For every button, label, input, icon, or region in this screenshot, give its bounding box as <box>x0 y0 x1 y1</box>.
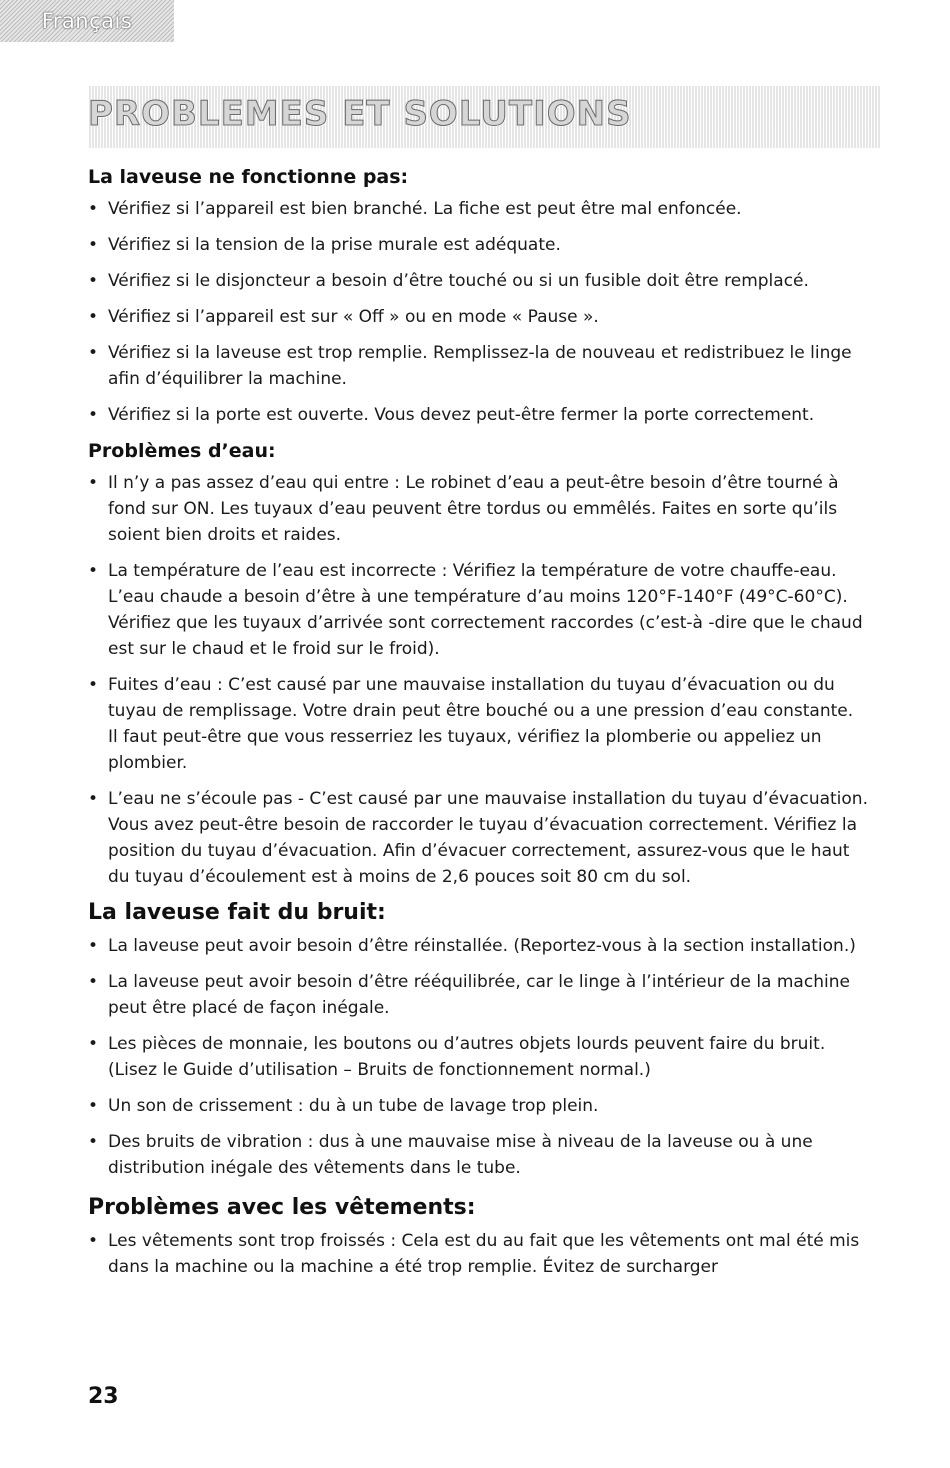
section-heading: Problèmes d’eau: <box>88 440 276 462</box>
list-item: • Un son de crissement : du à un tube de lavage trop plein. <box>88 1093 868 1119</box>
language-tab: Français <box>0 0 174 42</box>
list-item: • L’eau ne s’écoule pas - C’est causé par une mauvaise installation du tuyau d’évacuation. Vous avez peut-être besoin de raccorder le tuyau d’évacuation correctement. Vérifiez la position du tuyau d’évacuation. Afin d’évacuer correctement, assurez-vous que le haut du tuyau d’écoulement est à moins de 2,6 pouces soit 80 cm du sol. <box>88 786 868 890</box>
list-item: • Fuites d’eau : C’est causé par une mauvaise installation du tuyau d’évacuation ou du tuyau de remplissage. Votre drain peut être bouché ou a une pression d’eau constante. Il faut peut-être que vous resserriez les tuyaux, vérifiez la plomberie ou appeliez un plombier. <box>88 672 868 776</box>
list-item: • La température de l’eau est incorrecte : Vérifiez la température de votre chauffe-eau. L’eau chaude a besoin d’être à une température d’au moins 120°F-140°F (49°C-60°C). Vérifiez que les tuyaux d’arrivée sont correctement raccordes (c’est-à -dire que le chaud est sur le chaud et le froid sur le froid). <box>88 558 868 662</box>
bullet-list <box>88 470 868 890</box>
bullet-list <box>88 933 868 1181</box>
section-heading: La laveuse ne fonctionne pas: <box>88 166 409 188</box>
section-water-problems <box>88 440 868 890</box>
list-item: • Les vêtements sont trop froissés : Cela est du au fait que les vêtements ont mal été mis dans la machine ou la machine a été trop remplie. Évitez de surcharger <box>88 1228 868 1280</box>
list-item: • Des bruits de vibration : dus à une mauvaise mise à niveau de la laveuse ou à une distribution inégale des vêtements dans le tube. <box>88 1129 868 1181</box>
page-number: 23 <box>88 1384 119 1409</box>
list-item: • Vérifiez si le disjoncteur a besoin d’être touché ou si un fusible doit être remplacé. <box>88 268 868 294</box>
list-item: • Vérifiez si la tension de la prise murale est adéquate. <box>88 232 868 258</box>
list-item: • Les pièces de monnaie, les boutons ou d’autres objets lourds peuvent faire du bruit. (Lisez le Guide d’utilisation – Bruits de fonctionnement normal.) <box>88 1031 868 1083</box>
section-clothing-problems <box>88 1195 868 1280</box>
list-item: • La laveuse peut avoir besoin d’être rééquilibrée, car le linge à l’intérieur de la machine peut être placé de façon inégale. <box>88 969 868 1021</box>
section-washer-not-working <box>88 166 868 428</box>
list-item: • La laveuse peut avoir besoin d’être réinstallée. (Reportez-vous à la section installation.) <box>88 933 868 959</box>
document-body <box>88 166 868 1290</box>
bullet-list <box>88 1228 868 1280</box>
section-washer-noise <box>88 900 868 1181</box>
section-heading: Problèmes avec les vêtements: <box>88 1195 476 1220</box>
list-item: • Vérifiez si l’appareil est bien branché. La fiche est peut être mal enfoncée. <box>88 196 868 222</box>
section-heading: La laveuse fait du bruit: <box>88 900 386 925</box>
bullet-list <box>88 196 868 428</box>
list-item: • Vérifiez si l’appareil est sur « Off » ou en mode « Pause ». <box>88 304 868 330</box>
page-title: PROBLEMES ET SOLUTIONS <box>88 94 632 134</box>
list-item: • Vérifiez si la porte est ouverte. Vous devez peut-être fermer la porte correctement. <box>88 402 868 428</box>
list-item: • Il n’y a pas assez d’eau qui entre : Le robinet d’eau a peut-être besoin d’être tourné à fond sur ON. Les tuyaux d’eau peuvent être tordus ou emmêlés. Faites en sorte qu’ils soient bien droits et raides. <box>88 470 868 548</box>
list-item: • Vérifiez si la laveuse est trop remplie. Remplissez-la de nouveau et redistribuez le linge afin d’équilibrer la machine. <box>88 340 868 392</box>
